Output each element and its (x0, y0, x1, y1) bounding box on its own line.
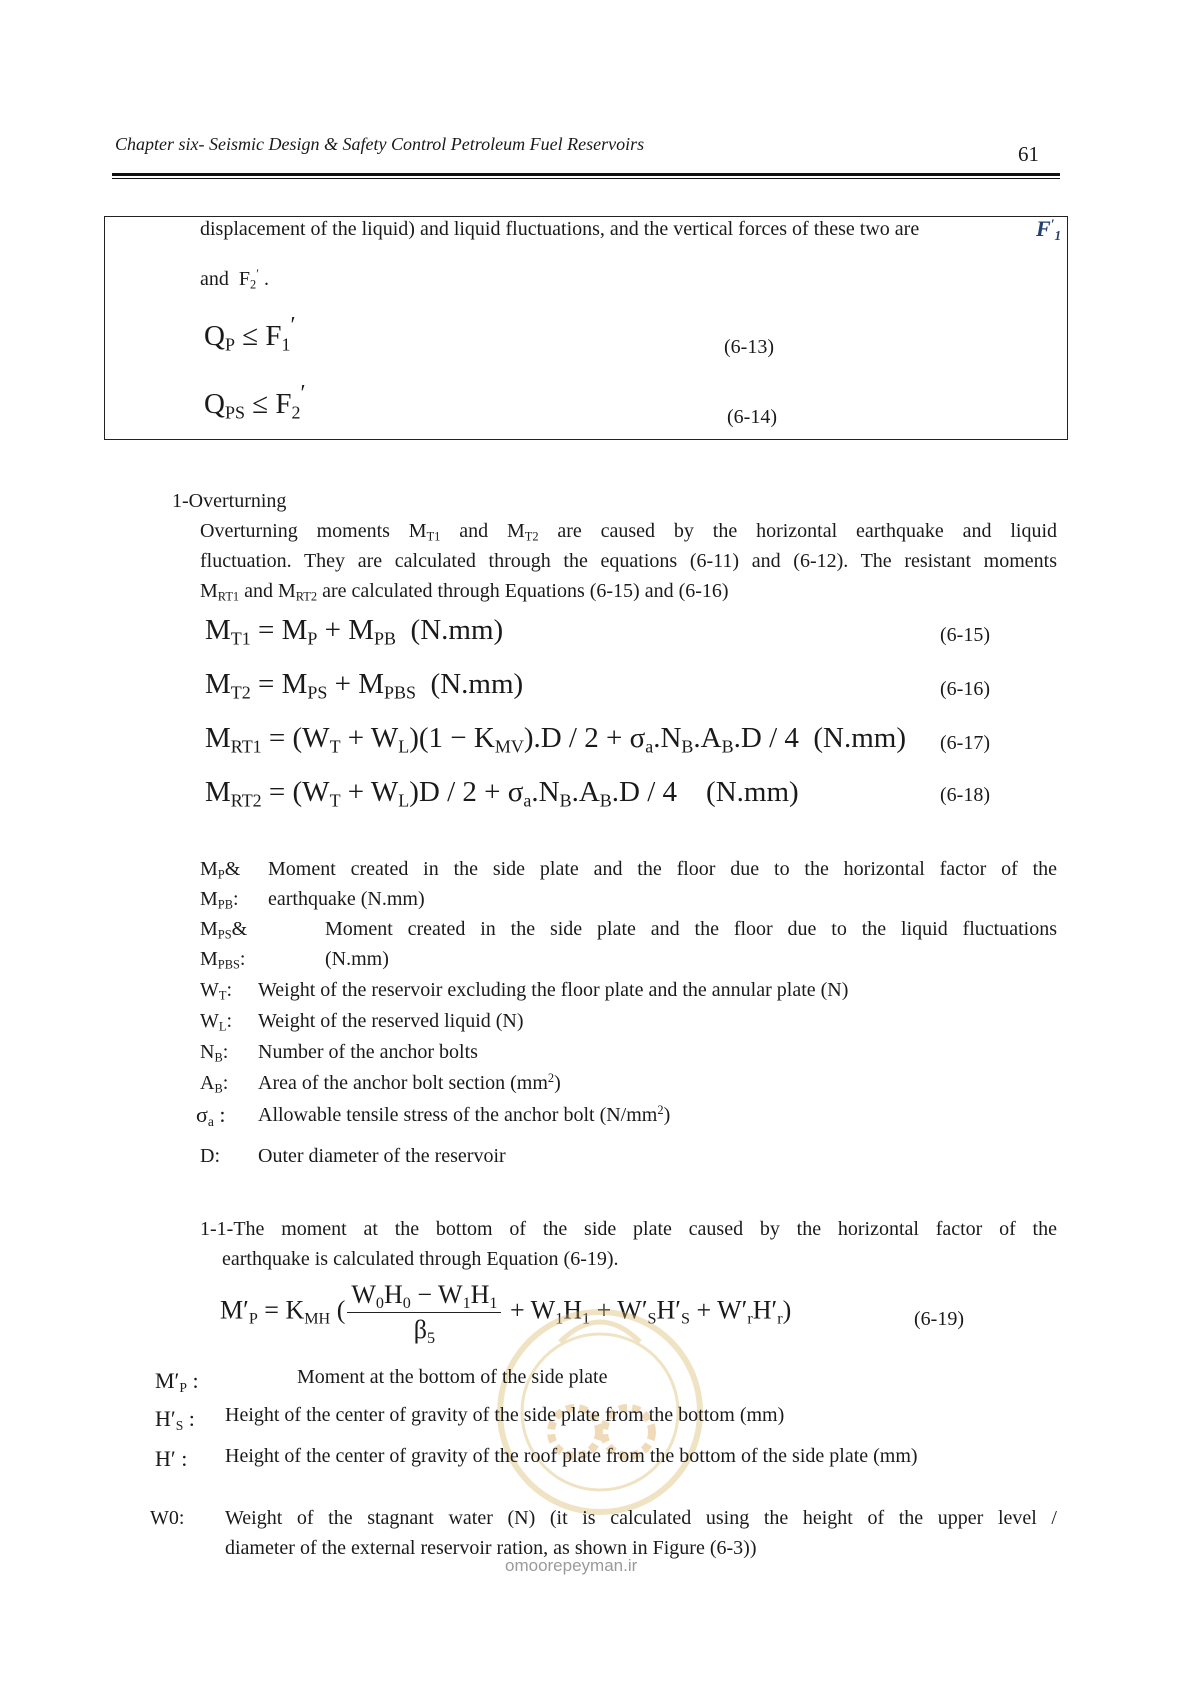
header-rule-thick (112, 173, 1060, 176)
equation-6-19-fraction: $\frac{W_0H_0 - W_1H_1}{\beta_5}$ (347, 1280, 501, 1345)
f1-prime-symbol: $F'_1$ (1036, 216, 1062, 243)
equation-6-14: $Q_{PS} \le F_2'$ (204, 380, 306, 423)
section-1-1-line-1: 1-1-The moment at the bottom of the side plate caused by the horizontal factor of the (200, 1218, 1057, 1240)
def-wt-term: $W_T$: (200, 979, 233, 1003)
def-d-desc: Outer diameter of the reservoir (258, 1145, 506, 1167)
page-number: 61 (1018, 142, 1039, 166)
equation-6-13: $Q_P \le F_1'$ (204, 312, 296, 355)
equation-number-6-14: (6-14) (727, 406, 777, 428)
def-w0-desc-1: Weight of the stagnant water (N) (it is calculated using the height of the upper level / (225, 1507, 1057, 1529)
equation-number-6-16: (6-16) (940, 678, 990, 700)
equation-6-15: $M_{T1} = M_P + M_{PB}$ (N.mm) (205, 614, 504, 649)
def-mps-desc-2: (N.mm) (325, 948, 389, 970)
def-ab-desc: Area of the anchor bolt section $(mm^2)$ (258, 1071, 561, 1094)
def-mp-term: $M_P\&$ (200, 858, 241, 882)
def-hs-prime-desc: Height of the center of gravity of the side plate from the bottom (mm) (225, 1404, 785, 1426)
para-line-1: Overturning moments $M_{T1}$ and $M_{T2}$ are caused by the horizontal earthquake and liquid (200, 520, 1057, 544)
def-wt-desc: Weight of the reservoir excluding the floor plate and the annular plate (N) (258, 979, 849, 1001)
def-w0-term: W0: (150, 1507, 185, 1529)
def-w0-desc-2: diameter of the external reservoir ration, as shown in Figure (6-3)) (225, 1537, 757, 1559)
header-rule-thin (112, 178, 1060, 179)
equation-number-6-18: (6-18) (940, 784, 990, 806)
equation-6-16: $M_{T2} = M_{PS} + M_{PBS}$ (N.mm) (205, 668, 524, 703)
def-h-prime-desc: Height of the center of gravity of the roof plate from the bottom of the side plate (mm) (225, 1445, 918, 1467)
def-mp-desc-1: Moment created in the side plate and the floor due to the horizontal factor of the (268, 858, 1057, 880)
section-1-1-line-2: earthquake is calculated through Equation (6-19). (222, 1248, 619, 1270)
def-mp-prime-desc: Moment at the bottom of the side plate (297, 1366, 608, 1388)
def-nb-term: $N_B$: (200, 1041, 229, 1065)
def-nb-desc: Number of the anchor bolts (258, 1041, 478, 1063)
def-d-term: D: (200, 1145, 220, 1167)
equation-number-6-13: (6-13) (724, 336, 774, 358)
def-mp-prime-term: $M'_P$ : (155, 1368, 199, 1396)
box-line-1 (200, 214, 1030, 244)
def-mp-desc-2: earthquake (N.mm) (268, 888, 425, 910)
def-mps-desc-1: Moment created in the side plate and the floor due to the liquid fluctuations (325, 918, 1057, 940)
def-sigma-term: $\sigma_a$ : (196, 1102, 226, 1130)
para-line-2: fluctuation. They are calculated through the equations (6-11) and (6-12). The resistant moments (200, 550, 1057, 572)
def-mpb-term: $M_{PB}$: (200, 888, 239, 912)
def-hs-prime-term: $H'_S$ : (155, 1406, 195, 1434)
def-ab-term: $A_B$: (200, 1072, 229, 1096)
def-wl-desc: Weight of the reserved liquid (N) (258, 1010, 524, 1032)
def-mpbs-term: $M_{PBS}$: (200, 948, 246, 972)
para-line-3: $M_{RT1}$ and $M_{RT2}$ are calculated through Equations (6-15) and (6-16) (200, 580, 729, 604)
def-sigma-desc: Allowable tensile stress of the anchor bolt $(N/mm^2)$ (258, 1103, 671, 1126)
def-wl-term: $W_L$: (200, 1010, 233, 1034)
equation-number-6-17: (6-17) (940, 732, 990, 754)
watermark-text: omoorepeyman.ir (505, 1556, 638, 1575)
equation-6-17: $M_{RT1} = (W_T + W_L)(1 - K_{MV}).D / 2 + \sigma_a.N_B.A_B.D / 4$ (N.mm) (205, 722, 906, 757)
def-mps-term: $M_{PS}\&$ (200, 918, 248, 942)
equation-6-19: $M'_P = K_{MH}$ ( $\frac{W_0H_0 - W_1H_1}{\beta_5}$ + $W_1H_1 + W'_SH'_S + W'_rH'_r$) (220, 1280, 792, 1347)
running-header-title: Chapter six- Seismic Design & Safety Control Petroleum Fuel Reservoirs (115, 134, 645, 154)
equation-6-18: $M_{RT2} = (W_T + W_L)D / 2 + \sigma_a.N_B.A_B.D / 4$ (N.mm) (205, 776, 799, 811)
def-h-prime-term: H′ : (155, 1446, 188, 1471)
box-line-2: and $F_2'$ . (200, 267, 269, 292)
equation-number-6-15: (6-15) (940, 624, 990, 646)
equation-number-6-19: (6-19) (914, 1308, 964, 1330)
section-heading-overturning: 1-Overturning (172, 490, 287, 512)
box-line-1-text: displacement of the liquid) and liquid fluctuations, and the vertical forces of these two are (200, 218, 920, 240)
